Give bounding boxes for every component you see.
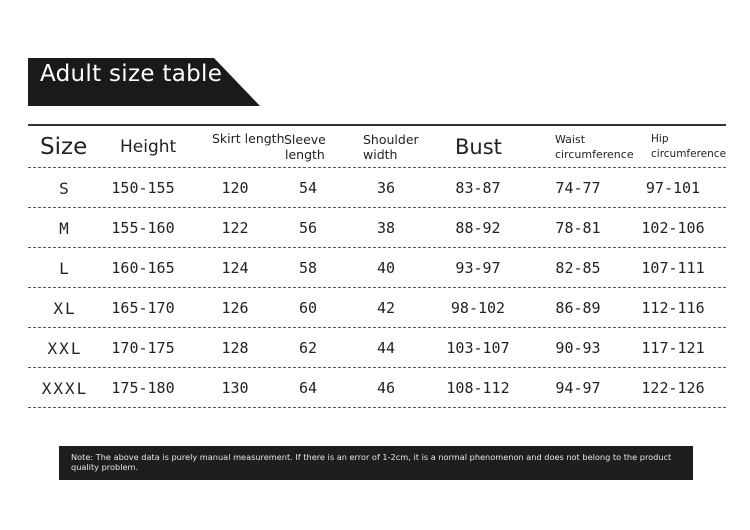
cell-sleeve-length: 60 (298, 299, 318, 317)
header-hip (651, 126, 726, 168)
cell-sleeve-length: 62 (298, 339, 318, 357)
cell-shoulder-width: 38 (376, 219, 396, 237)
table-row (28, 328, 726, 368)
cell-waist: 94-97 (555, 379, 601, 397)
cell-sleeve-length: 64 (298, 379, 318, 397)
cell-skirt-length: 124 (221, 259, 249, 277)
cell-size: L (59, 258, 71, 278)
cell-sleeve-length: 54 (298, 179, 318, 197)
table-row (28, 168, 726, 208)
cell-size: XXL (47, 338, 83, 358)
table-row (28, 208, 726, 248)
header-waist-line1: Waist (555, 133, 586, 146)
cell-bust: 103-107 (446, 339, 510, 357)
cell-skirt-length: 130 (221, 379, 249, 397)
header-sleeve-line1: Sleeve (284, 132, 326, 147)
cell-height: 170-175 (111, 339, 175, 357)
cell-skirt-length: 120 (221, 179, 249, 197)
table-header-row (28, 126, 726, 168)
cell-sleeve-length: 56 (298, 219, 318, 237)
cell-height: 160-165 (111, 259, 175, 277)
cell-skirt-length: 128 (221, 339, 249, 357)
cell-hip: 107-111 (641, 259, 705, 277)
table-row (28, 288, 726, 328)
header-size: Size (40, 134, 88, 160)
cell-height: 150-155 (111, 179, 175, 197)
cell-shoulder-width: 36 (376, 179, 396, 197)
cell-bust: 83-87 (455, 179, 501, 197)
cell-bust: 108-112 (446, 379, 510, 397)
header-shoulder-line1: Shoulder (363, 132, 419, 147)
header-hip-line1: Hip (651, 133, 669, 145)
cell-bust: 93-97 (455, 259, 501, 277)
cell-height: 175-180 (111, 379, 175, 397)
cell-sleeve-length: 58 (298, 259, 318, 277)
header-waist (555, 126, 634, 168)
size-table (28, 124, 726, 408)
cell-hip: 102-106 (641, 219, 705, 237)
page-title: Adult size table (40, 61, 223, 87)
cell-skirt-length: 126 (221, 299, 249, 317)
title-banner (28, 58, 260, 106)
cell-height: 155-160 (111, 219, 175, 237)
header-shoulder-width (363, 126, 419, 168)
cell-hip: 122-126 (641, 379, 705, 397)
cell-size: XXXL (41, 378, 89, 398)
cell-skirt-length: 122 (221, 219, 249, 237)
cell-size: M (59, 218, 71, 238)
cell-hip: 117-121 (641, 339, 705, 357)
row-divider (28, 407, 726, 408)
header-skirt-length: Skirt length (212, 131, 285, 146)
cell-bust: 98-102 (450, 299, 506, 317)
header-hip-line2: circumference (651, 148, 727, 160)
header-sleeve-line2: length (285, 147, 325, 162)
cell-bust: 88-92 (455, 219, 501, 237)
cell-waist: 74-77 (555, 179, 601, 197)
cell-waist: 82-85 (555, 259, 601, 277)
table-row (28, 248, 726, 288)
cell-waist: 78-81 (555, 219, 601, 237)
cell-shoulder-width: 42 (376, 299, 396, 317)
header-waist-line2: circumference (555, 148, 634, 161)
cell-waist: 86-89 (555, 299, 601, 317)
cell-size: S (59, 178, 71, 198)
cell-height: 165-170 (111, 299, 175, 317)
header-height: Height (120, 137, 177, 157)
header-shoulder-line2: width (363, 147, 398, 162)
cell-hip: 112-116 (641, 299, 705, 317)
header-sleeve-length (284, 126, 326, 168)
header-bust: Bust (455, 135, 502, 159)
table-row (28, 368, 726, 408)
cell-shoulder-width: 40 (376, 259, 396, 277)
measurement-note: Note: The above data is purely manual measurement. If there is an error of 1-2cm, it is a normal phenomenon and does not belong to the product quality problem. (59, 446, 693, 480)
cell-hip: 97-101 (645, 179, 701, 197)
cell-shoulder-width: 44 (376, 339, 396, 357)
cell-shoulder-width: 46 (376, 379, 396, 397)
cell-waist: 90-93 (555, 339, 601, 357)
cell-size: XL (53, 298, 77, 318)
